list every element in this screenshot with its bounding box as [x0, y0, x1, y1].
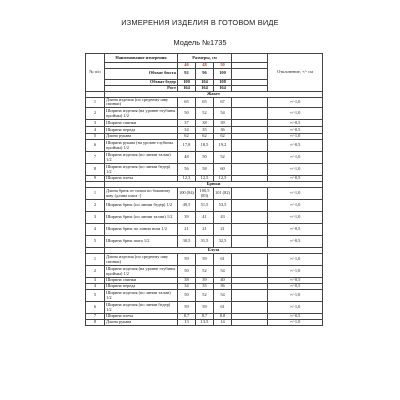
value-46: 13 — [178, 320, 196, 326]
spacer-cell — [232, 320, 268, 326]
measurement-name: Ширина брюк (по линии талии) 1/2 — [105, 212, 178, 224]
height-50: 164 — [214, 85, 232, 91]
value-50: 36 — [214, 127, 232, 134]
value-46: 50 — [178, 290, 196, 302]
value-50: 52 — [214, 152, 232, 164]
spacer-cell — [232, 152, 268, 164]
value-50: 54 — [214, 266, 232, 278]
value-46: 62 — [178, 134, 196, 140]
value-46: 30,5 — [178, 236, 196, 248]
row-number: 7 — [86, 314, 105, 320]
value-48: 51,5 — [196, 200, 214, 212]
header-num: № п/п — [86, 54, 105, 92]
value-48: 38 — [196, 120, 214, 127]
measurement-name: Ширина брюк по линии низа 1/2 — [105, 224, 178, 236]
measurement-name: Длина изделия (по среднему шву спинки) — [105, 254, 178, 266]
table-row — [86, 302, 323, 314]
value-48: 59 — [196, 302, 214, 314]
row-number: 2 — [86, 266, 105, 278]
hips-50: 108 — [214, 79, 232, 85]
value-48: 52 — [196, 266, 214, 278]
tolerance: +/-0,5 — [268, 120, 323, 127]
value-50: 101 (82) — [214, 188, 232, 200]
row-number: 4 — [86, 224, 105, 236]
tolerance: +/-1,0 — [268, 188, 323, 200]
measurements-body — [86, 54, 323, 326]
size-50: 50 — [214, 63, 232, 69]
header-sizes: Размеры, см — [178, 54, 232, 63]
row-number: 8 — [86, 320, 105, 326]
value-50: 12,5 — [214, 176, 232, 182]
row-number: 5 — [86, 236, 105, 248]
tolerance: +/-1,0 — [268, 212, 323, 224]
tolerance: +/-0,5 — [268, 314, 323, 320]
row-number: 1 — [86, 97, 105, 107]
table-row — [86, 290, 323, 302]
spacer-cell — [232, 188, 268, 200]
value-50: 67 — [214, 97, 232, 107]
value-50: 39 — [214, 120, 232, 127]
tolerance: +/-1,0 — [268, 152, 323, 164]
size-46: 46 — [178, 63, 196, 69]
measurement-name: Длина брюк от талии по боковому шву (длина шага -) — [105, 188, 178, 200]
tolerance: +/-0,5 — [268, 224, 323, 236]
table-row — [86, 212, 323, 224]
value-50: 54 — [214, 290, 232, 302]
value-48: 100,5 (83) — [196, 188, 214, 200]
value-50: 60 — [214, 164, 232, 176]
value-46: 8,7 — [178, 314, 196, 320]
tolerance: +/-0,5 — [268, 278, 323, 284]
value-48: 13,5 — [196, 320, 214, 326]
tolerance: +/-1,0 — [268, 266, 323, 278]
spacer-cell — [232, 254, 268, 266]
spacer-cell — [232, 302, 268, 314]
value-48: 52 — [196, 108, 214, 120]
value-46: 12,3 — [178, 176, 196, 182]
table-row — [86, 127, 323, 134]
row-number: 3 — [86, 120, 105, 127]
measurement-name: Ширина изделия (по линии талии) 1/2 — [105, 290, 178, 302]
bust-46: 92 — [178, 68, 196, 79]
header-name: Наименование измерения — [105, 54, 178, 63]
tolerance: +/-1,0 — [268, 254, 323, 266]
value-50: 40 — [214, 278, 232, 284]
value-48: 52 — [196, 290, 214, 302]
value-46: 50 — [178, 266, 196, 278]
header-tolerance: Отклонение, +/- см — [268, 54, 323, 92]
measurement-name: Ширина рукава (на уровне глубины проймы) 1/2 — [105, 140, 178, 152]
measurement-name: Ширина спинки — [105, 278, 178, 284]
value-46: 34 — [178, 284, 196, 290]
value-50: 62 — [214, 134, 232, 140]
tolerance: +/-1,0 — [268, 290, 323, 302]
value-46: 21 — [178, 224, 196, 236]
table-row — [86, 188, 323, 200]
row-number: 4 — [86, 284, 105, 290]
body-label-hips: Обхват бедер — [105, 79, 178, 85]
value-46: 37 — [178, 120, 196, 127]
tolerance: +/-0,5 — [268, 236, 323, 248]
spacer-cell — [232, 290, 268, 302]
value-48: 35 — [196, 127, 214, 134]
row-number: 7 — [86, 152, 105, 164]
value-46: 38 — [178, 278, 196, 284]
value-48: 8,7 — [196, 314, 214, 320]
value-46: 50 — [178, 108, 196, 120]
value-48: 31,5 — [196, 236, 214, 248]
height-48: 164 — [196, 85, 214, 91]
value-48: 59 — [196, 254, 214, 266]
value-50: 36 — [214, 284, 232, 290]
value-48: 12,5 — [196, 176, 214, 182]
value-48: 39 — [196, 278, 214, 284]
tolerance: +/-1,0 — [268, 164, 323, 176]
value-48: 41 — [196, 212, 214, 224]
value-46: 17,8 — [178, 140, 196, 152]
measurement-name: Ширина переда — [105, 284, 178, 290]
row-number: 4 — [86, 127, 105, 134]
row-number: 8 — [86, 164, 105, 176]
tolerance: +/-1,0 — [268, 134, 323, 140]
measurement-name: Ширина плеча — [105, 176, 178, 182]
section-title: Брюки — [105, 182, 323, 188]
value-50: 61 — [214, 302, 232, 314]
height-46: 164 — [178, 85, 196, 91]
measurement-name: Ширина изделия (на уровне глубины проймы) 1/2 — [105, 266, 178, 278]
value-46: 34 — [178, 127, 196, 134]
measurement-name: Ширина спинки — [105, 120, 178, 127]
spacer-cell — [232, 266, 268, 278]
measurement-name: Длина изделия (по среднему шву спинки) — [105, 97, 178, 107]
tolerance: +/-1,0 — [268, 200, 323, 212]
row-number: 6 — [86, 302, 105, 314]
value-50: 8,8 — [214, 314, 232, 320]
spacer-cell — [232, 108, 268, 120]
section-title: Жакет — [105, 91, 323, 97]
bust-50: 100 — [214, 68, 232, 79]
hips-46: 100 — [178, 79, 196, 85]
value-48: 62 — [196, 134, 214, 140]
row-number: 1 — [86, 188, 105, 200]
value-50: 14 — [214, 320, 232, 326]
tolerance: +/-0,5 — [268, 140, 323, 152]
tolerance: +/-1,0 — [268, 320, 323, 326]
value-48: 58 — [196, 164, 214, 176]
value-48: 65 — [196, 97, 214, 107]
value-50: 43 — [214, 212, 232, 224]
measurement-name: Ширина переда — [105, 127, 178, 134]
bust-48: 96 — [196, 68, 214, 79]
body-label-height: Рост — [105, 85, 178, 91]
measurement-name: Длина рукава — [105, 134, 178, 140]
value-46: 65 — [178, 97, 196, 107]
value-46: 56 — [178, 164, 196, 176]
value-46: 48 — [178, 152, 196, 164]
value-48: 18,5 — [196, 140, 214, 152]
tolerance: +/-0,5 — [268, 127, 323, 134]
measurement-name: Ширина изделия (по линии бедер) 1/2 — [105, 302, 178, 314]
body-label-bust: Обхват бюста — [105, 68, 178, 79]
table-row — [86, 120, 323, 127]
row-number: 6 — [86, 140, 105, 152]
value-48: 50 — [196, 152, 214, 164]
table-row — [86, 97, 323, 107]
row-number: 5 — [86, 134, 105, 140]
value-50: 32,5 — [214, 236, 232, 248]
spacer-cell — [232, 224, 268, 236]
table-row — [86, 320, 323, 326]
value-48: 35 — [196, 284, 214, 290]
table-row — [86, 152, 323, 164]
size-48: 48 — [196, 63, 214, 69]
spacer-cell — [232, 140, 268, 152]
hips-48: 104 — [196, 79, 214, 85]
spacer-cell — [232, 164, 268, 176]
measurement-name: Ширина изделия (по линии бедер) 1/2 — [105, 164, 178, 176]
row-number: 3 — [86, 212, 105, 224]
tolerance: +/-0,5 — [268, 284, 323, 290]
measurement-name: Длина рукава — [105, 320, 178, 326]
measurement-name: Ширина брюк шага 1/2 — [105, 236, 178, 248]
value-48: 21 — [196, 224, 214, 236]
table-row — [86, 164, 323, 176]
spacer-cell — [232, 97, 268, 107]
value-46: 39 — [178, 212, 196, 224]
row-number: 9 — [86, 176, 105, 182]
value-46: 59 — [178, 302, 196, 314]
row-number: 2 — [86, 200, 105, 212]
table-row — [86, 200, 323, 212]
value-50: 61 — [214, 254, 232, 266]
value-50: 54 — [214, 108, 232, 120]
measurement-name: Ширина брюк (по линии бедер) 1/2 — [105, 200, 178, 212]
spacer-cell — [232, 236, 268, 248]
spacer-cell — [232, 200, 268, 212]
table-row — [86, 254, 323, 266]
row-number: 3 — [86, 278, 105, 284]
row-number: 1 — [86, 254, 105, 266]
measurement-name: Ширина плеча — [105, 314, 178, 320]
value-46: 59 — [178, 254, 196, 266]
spacer-cell — [232, 212, 268, 224]
model-number: Модель №1735 — [173, 38, 227, 47]
tolerance: +/-1,0 — [268, 97, 323, 107]
tolerance: +/-0,5 — [268, 176, 323, 182]
table-row — [86, 266, 323, 278]
measurement-name: Ширина изделия (по линии талии) 1/2 — [105, 152, 178, 164]
measurement-name: Ширина изделия (на уровне глубины проймы) 1/2 — [105, 108, 178, 120]
value-50: 21 — [214, 224, 232, 236]
table-row — [86, 236, 323, 248]
table-row — [86, 140, 323, 152]
spacer-cell — [232, 120, 268, 127]
value-50: 53,5 — [214, 200, 232, 212]
table-row — [86, 224, 323, 236]
spacer-cell — [232, 127, 268, 134]
value-46: 49,5 — [178, 200, 196, 212]
tolerance: +/-1,0 — [268, 302, 323, 314]
measurements-table — [85, 53, 323, 326]
row-number: 2 — [86, 108, 105, 120]
tolerance: +/-1,0 — [268, 108, 323, 120]
table-row — [86, 108, 323, 120]
value-50: 19,2 — [214, 140, 232, 152]
section-title: Блуза — [105, 248, 323, 254]
row-number: 5 — [86, 290, 105, 302]
document-title: ИЗМЕРЕНИЯ ИЗДЕЛИЯ В ГОТОВОМ ВИДЕ — [121, 18, 279, 27]
value-46: 100 (84) — [178, 188, 196, 200]
